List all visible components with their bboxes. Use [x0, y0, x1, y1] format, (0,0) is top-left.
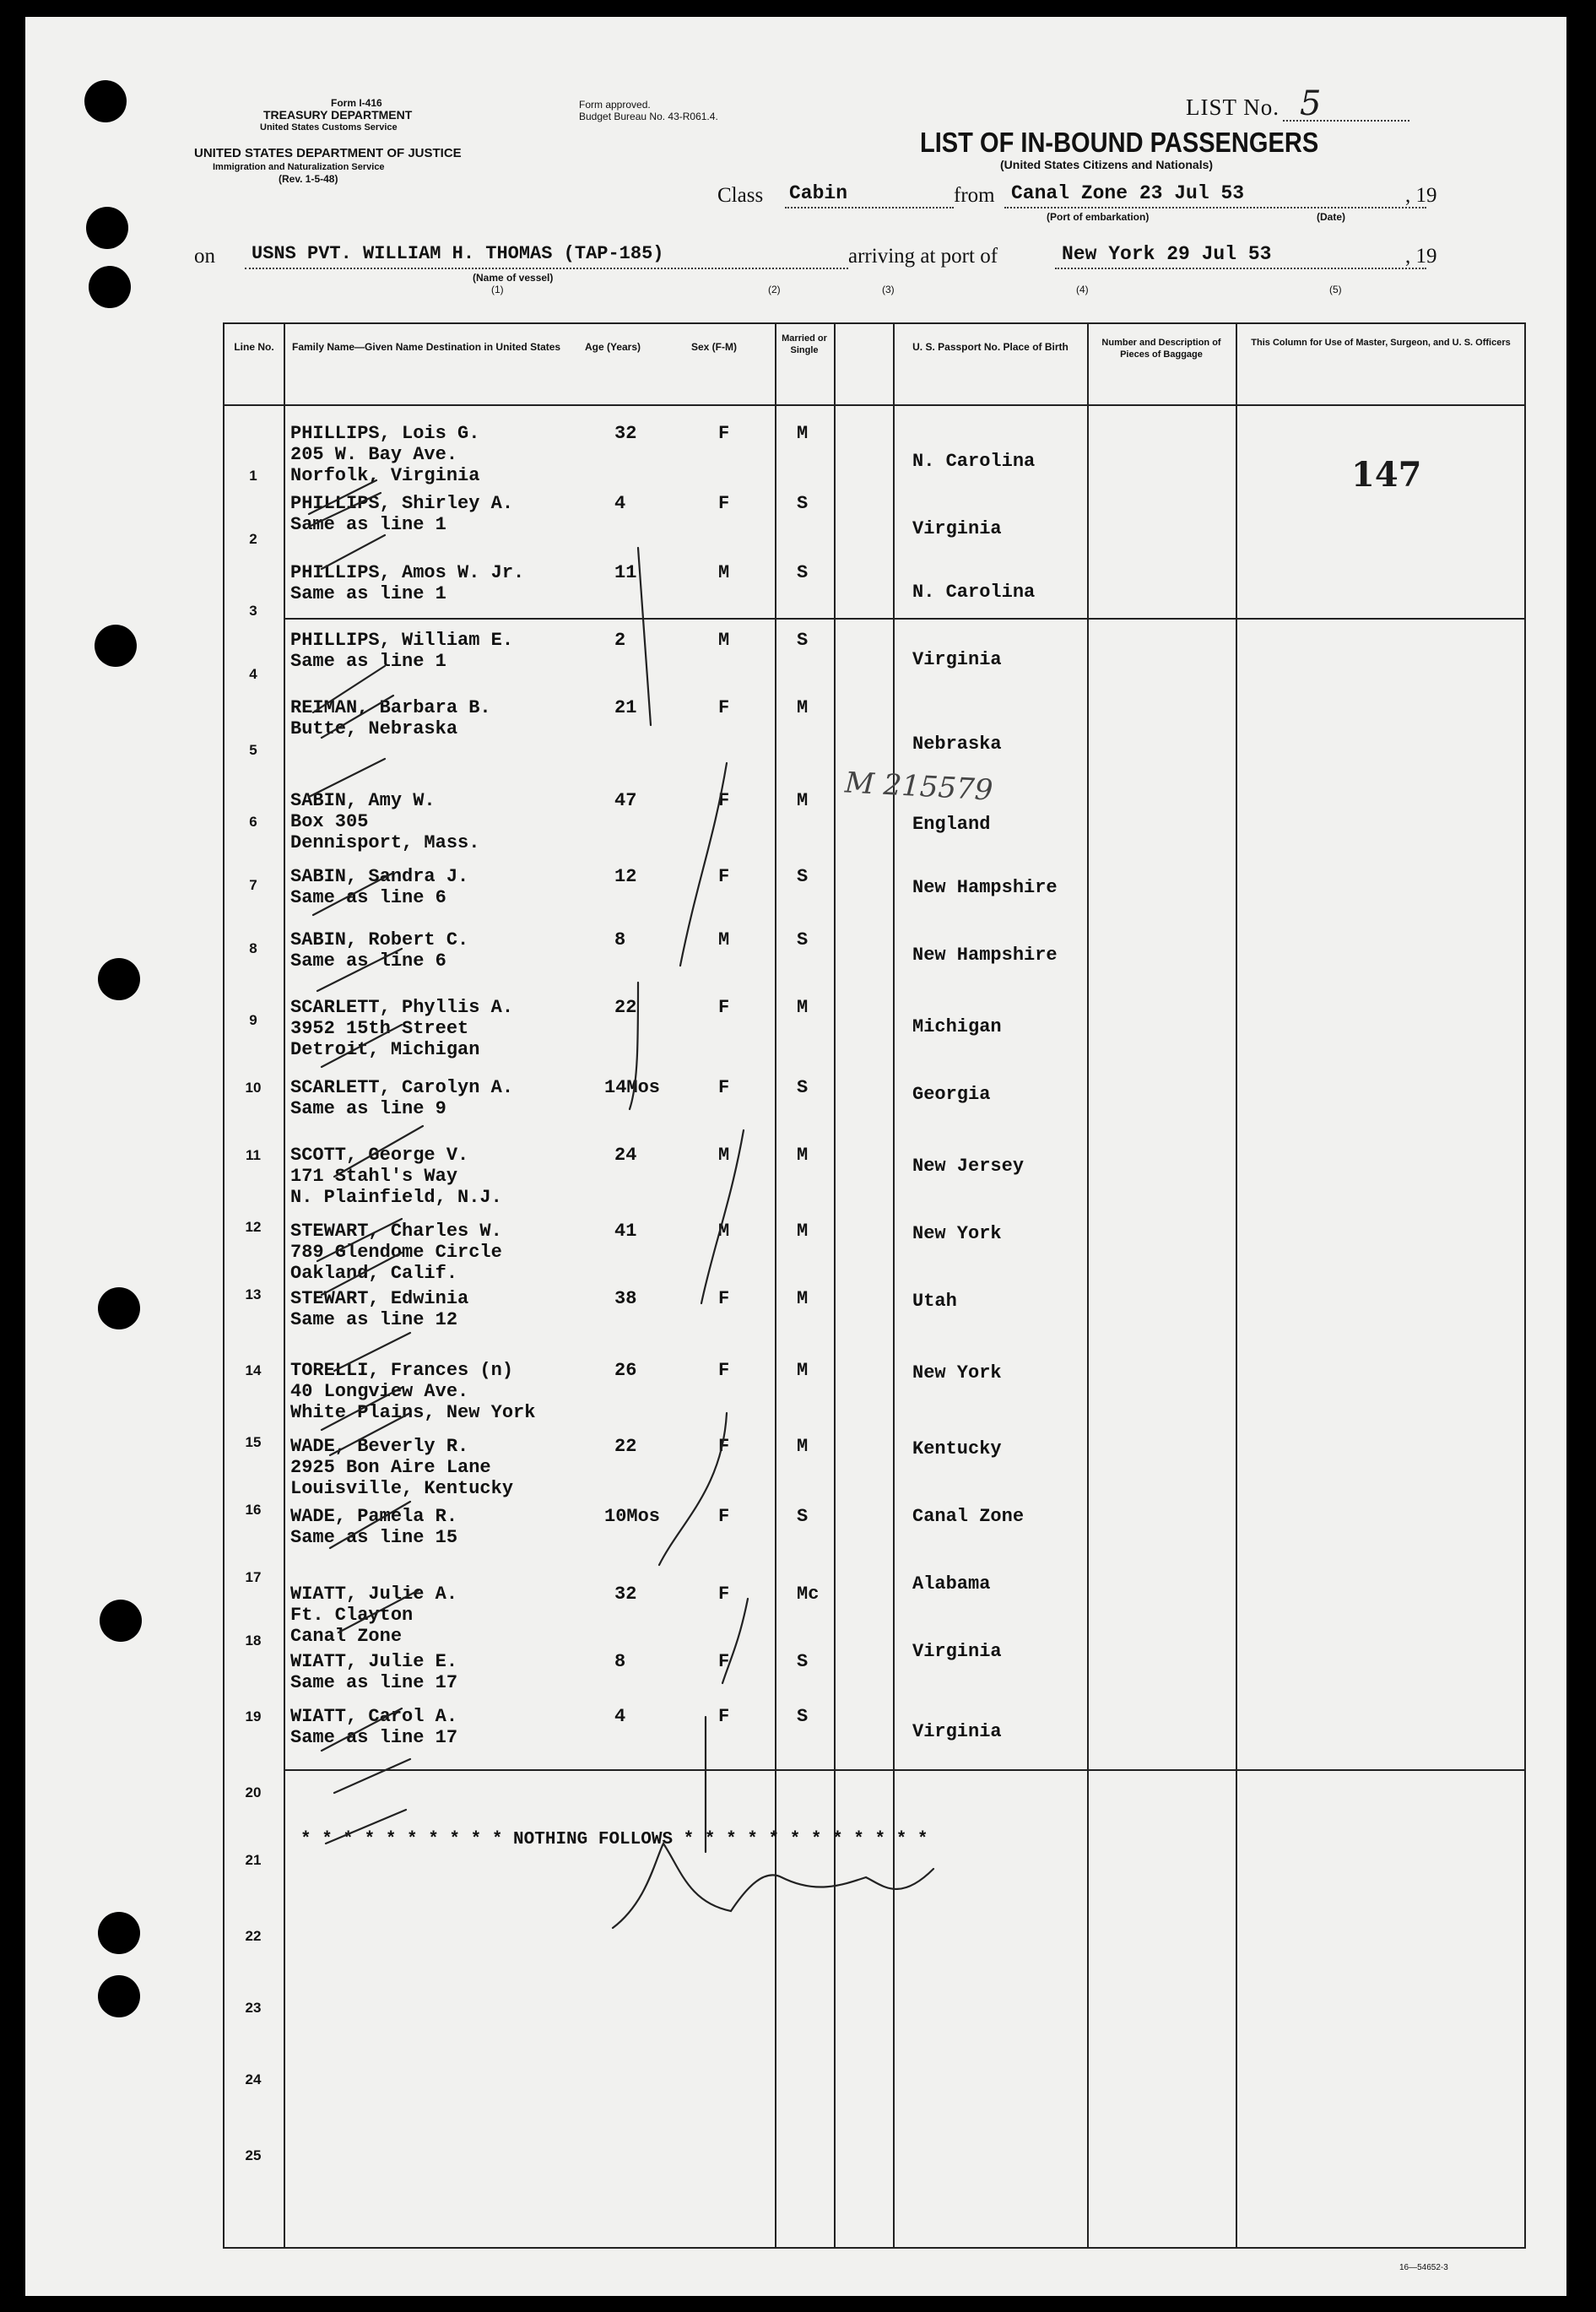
- punch-hole: [100, 1600, 142, 1642]
- customs-label: United States Customs Service: [260, 122, 398, 133]
- passenger-age: 26: [614, 1360, 637, 1381]
- passenger-marital-status: M: [797, 697, 809, 718]
- line-number: 25: [245, 2147, 262, 2163]
- passenger-name: REIMAN, Barbara B. Butte, Nebraska: [290, 697, 491, 739]
- passenger-birthplace: Nebraska: [912, 734, 1002, 755]
- passenger-name: WIATT, Carol A. Same as line 17: [290, 1706, 458, 1748]
- column-2-caption: (2): [768, 284, 781, 295]
- passenger-marital-status: S: [797, 929, 809, 950]
- line-number: 15: [245, 1434, 262, 1450]
- passenger-sex: F: [718, 866, 730, 887]
- passenger-marital-status: M: [797, 1436, 809, 1457]
- passenger-birthplace: Virginia: [912, 518, 1002, 539]
- passenger-age: 38: [614, 1288, 637, 1309]
- passenger-name: SCARLETT, Carolyn A. Same as line 9: [290, 1077, 514, 1119]
- passenger-age: 41: [614, 1221, 637, 1242]
- passenger-birthplace: England: [912, 814, 991, 835]
- passenger-birthplace: Virginia: [912, 1721, 1002, 1742]
- passenger-birthplace: Virginia: [912, 649, 1002, 670]
- passenger-marital-status: M: [797, 1288, 809, 1309]
- on-label: on: [194, 245, 215, 268]
- nothing-follows-line: * * * * * * * * * * NOTHING FOLLOWS * * * * * * * * * * * *: [300, 1830, 928, 1849]
- revision-label: (Rev. 1-5-48): [279, 173, 338, 185]
- arriving-label: arriving at port of: [848, 245, 998, 268]
- passenger-sex: F: [718, 1584, 730, 1605]
- page-subtitle: (United States Citizens and Nationals): [1000, 158, 1214, 171]
- line-number: 22: [245, 1928, 262, 1944]
- passenger-birthplace: Canal Zone: [912, 1506, 1025, 1527]
- passenger-marital-status: S: [797, 562, 809, 583]
- passenger-age: 8: [614, 1651, 626, 1672]
- passenger-birthplace: Alabama: [912, 1573, 991, 1595]
- pen-marks: [140, 324, 1575, 2247]
- col-header-passport: U. S. Passport No. Place of Birth: [912, 341, 1069, 353]
- year-suffix: , 19: [1405, 184, 1437, 207]
- punch-hole: [98, 1912, 140, 1954]
- passenger-birthplace: N. Carolina: [912, 582, 1036, 603]
- passenger-marital-status: M: [797, 790, 809, 811]
- form-approved-label: Form approved.: [579, 99, 651, 111]
- passenger-sex: F: [718, 1651, 730, 1672]
- passenger-age: 11: [614, 562, 637, 583]
- page-title: LIST OF IN-BOUND PASSENGERS: [920, 127, 1319, 158]
- line-number: 23: [245, 2000, 262, 2016]
- passenger-marital-status: M: [797, 1145, 809, 1166]
- from-value: Canal Zone 23 Jul 53: [1011, 182, 1245, 204]
- passenger-name: PHILLIPS, Amos W. Jr. Same as line 1: [290, 562, 525, 604]
- passenger-marital-status: M: [797, 1221, 809, 1242]
- passenger-age: 22: [614, 1436, 637, 1457]
- class-line: [785, 207, 954, 208]
- line-number: 11: [246, 1147, 261, 1163]
- list-no-value: 5: [1300, 84, 1322, 123]
- line-number: 2: [249, 531, 257, 547]
- passenger-birthplace: New York: [912, 1362, 1002, 1383]
- class-value: Cabin: [789, 182, 848, 204]
- passenger-name: STEWART, Charles W. 789 Glendome Circle Oakland, Calif.: [290, 1221, 502, 1284]
- line-number: 16: [245, 1502, 262, 1518]
- line-number: 4: [249, 666, 257, 682]
- passenger-name: SCOTT, George V. 171 Stahl's Way N. Plainfield, N.J.: [290, 1145, 502, 1208]
- passenger-name: SABIN, Robert C. Same as line 6: [290, 929, 469, 972]
- arriving-value: New York 29 Jul 53: [1062, 243, 1272, 265]
- col-header-married: Married or Single: [782, 333, 827, 355]
- passenger-name: TORELLI, Frances (n) 40 Longview Ave. White Plains, New York: [290, 1360, 536, 1423]
- line-number: 21: [245, 1852, 262, 1868]
- line-number: 18: [245, 1632, 262, 1649]
- punch-hole: [98, 1287, 140, 1329]
- passenger-age: 8: [614, 929, 626, 950]
- passenger-marital-status: M: [797, 997, 809, 1018]
- passenger-name: SABIN, Amy W. Box 305 Dennisport, Mass.: [290, 790, 480, 853]
- passenger-sex: F: [718, 1077, 730, 1098]
- passenger-marital-status: S: [797, 1706, 809, 1727]
- manifest-page: [25, 17, 1566, 2296]
- passenger-age: 32: [614, 423, 637, 444]
- passenger-sex: F: [718, 697, 730, 718]
- col-header-line: Line No.: [234, 341, 274, 353]
- passenger-name: SCARLETT, Phyllis A. 3952 15th Street Detroit, Michigan: [290, 997, 514, 1060]
- passenger-sex: F: [718, 997, 730, 1018]
- passenger-sex: F: [718, 790, 730, 811]
- passenger-name: PHILLIPS, Shirley A. Same as line 1: [290, 493, 514, 535]
- justice-label: UNITED STATES DEPARTMENT OF JUSTICE: [194, 146, 462, 160]
- punch-hole: [86, 207, 128, 249]
- line-number: 5: [249, 742, 257, 758]
- punch-hole: [95, 625, 137, 667]
- year-suffix-2: , 19: [1405, 245, 1437, 268]
- list-no-label: LIST No.: [1186, 95, 1280, 120]
- passenger-marital-status: S: [797, 1077, 809, 1098]
- passenger-birthplace: Michigan: [912, 1016, 1002, 1037]
- date-caption: (Date): [1317, 211, 1346, 223]
- passenger-birthplace: New Hampshire: [912, 945, 1058, 966]
- passenger-birthplace: New York: [912, 1223, 1002, 1244]
- from-label: from: [954, 184, 995, 207]
- passenger-name: WADE, Pamela R. Same as line 15: [290, 1506, 458, 1548]
- col-header-baggage: Number and Description of Pieces of Baggage: [1101, 338, 1221, 360]
- line-number: 17: [245, 1569, 262, 1585]
- passenger-marital-status: S: [797, 493, 809, 514]
- passenger-age: 32: [614, 1584, 637, 1605]
- column-4-caption: (4): [1076, 284, 1089, 295]
- line-number: 6: [249, 814, 257, 830]
- passenger-marital-status: S: [797, 1651, 809, 1672]
- passenger-marital-status: S: [797, 1506, 809, 1527]
- passenger-sex: F: [718, 1506, 730, 1527]
- passenger-birthplace: New Jersey: [912, 1156, 1025, 1177]
- passenger-sex: M: [718, 630, 730, 651]
- passenger-marital-status: M: [797, 423, 809, 444]
- punch-hole: [84, 80, 127, 122]
- class-label: Class: [717, 184, 764, 207]
- passenger-sex: F: [718, 1288, 730, 1309]
- col-header-name: Family Name—Given Name Destination in United States: [292, 341, 561, 353]
- punch-hole: [89, 266, 131, 308]
- line-number: 12: [245, 1219, 262, 1235]
- line-number: 3: [249, 603, 257, 619]
- passenger-marital-status: S: [797, 630, 809, 651]
- treasury-label: TREASURY DEPARTMENT: [263, 108, 413, 122]
- passenger-name: PHILLIPS, William E. Same as line 1: [290, 630, 514, 672]
- column-3-caption: (3): [882, 284, 895, 295]
- line-number: 13: [245, 1286, 262, 1302]
- passenger-age: 10Mos: [604, 1506, 661, 1527]
- passenger-sex: M: [718, 1145, 730, 1166]
- passenger-name: SABIN, Sandra J. Same as line 6: [290, 866, 469, 908]
- passenger-birthplace: Kentucky: [912, 1438, 1002, 1459]
- passenger-sex: F: [718, 1360, 730, 1381]
- column-1-caption: (1): [491, 284, 504, 295]
- vessel-line: [245, 268, 848, 269]
- passenger-age: 2: [614, 630, 626, 651]
- passenger-birthplace: Georgia: [912, 1084, 991, 1105]
- column-5-caption: (5): [1329, 284, 1342, 295]
- passenger-sex: M: [718, 929, 730, 950]
- passenger-sex: F: [718, 423, 730, 444]
- passenger-age: 4: [614, 1706, 626, 1727]
- passenger-birthplace: New Hampshire: [912, 877, 1058, 898]
- col-header-officers: This Column for Use of Master, Surgeon, and U. S. Officers: [1251, 338, 1511, 348]
- line-number: 7: [249, 877, 257, 893]
- arriving-line: [1055, 268, 1426, 269]
- from-line: [1004, 207, 1426, 208]
- port-embarkation-caption: (Port of embarkation): [1047, 211, 1150, 223]
- print-code: 16—54652-3: [1399, 2263, 1448, 2272]
- col-header-sex: Sex (F-M): [691, 341, 737, 353]
- passenger-birthplace: Utah: [912, 1291, 957, 1312]
- passenger-marital-status: S: [797, 866, 809, 887]
- punch-hole: [98, 1975, 140, 2017]
- form-number: Form I-416: [331, 97, 382, 109]
- col-header-age: Age (Years): [584, 341, 641, 353]
- line-number: 8: [249, 940, 257, 956]
- vessel-caption: (Name of vessel): [473, 272, 554, 284]
- passenger-marital-status: Mc: [797, 1584, 820, 1605]
- ins-label: Immigration and Naturalization Service: [213, 162, 385, 172]
- passenger-name: WIATT, Julie A. Ft. Clayton Canal Zone: [290, 1584, 458, 1647]
- officer-tally-number: 147: [1351, 455, 1422, 495]
- passport-handwritten-note: M 215579: [844, 766, 994, 808]
- passenger-age: 12: [614, 866, 637, 887]
- line-number: 1: [249, 468, 257, 484]
- vessel-value: USNS PVT. WILLIAM H. THOMAS (TAP-185): [252, 243, 664, 264]
- punch-hole: [98, 958, 140, 1000]
- passenger-name: STEWART, Edwinia Same as line 12: [290, 1288, 469, 1330]
- passenger-table: [223, 322, 1526, 2249]
- passenger-age: 24: [614, 1145, 637, 1166]
- passenger-age: 47: [614, 790, 637, 811]
- passenger-sex: F: [718, 1436, 730, 1457]
- passenger-sex: F: [718, 1706, 730, 1727]
- passenger-marital-status: M: [797, 1360, 809, 1381]
- passenger-sex: M: [718, 1221, 730, 1242]
- passenger-birthplace: Virginia: [912, 1641, 1002, 1662]
- passenger-name: PHILLIPS, Lois G. 205 W. Bay Ave. Norfolk, Virginia: [290, 423, 480, 486]
- line-number: 10: [245, 1080, 262, 1096]
- line-number: 20: [245, 1784, 262, 1800]
- passenger-age: 14Mos: [604, 1077, 661, 1098]
- passenger-age: 4: [614, 493, 626, 514]
- budget-bureau-label: Budget Bureau No. 43-R061.4.: [579, 111, 718, 122]
- passenger-name: WADE, Beverly R. 2925 Bon Aire Lane Louisville, Kentucky: [290, 1436, 514, 1499]
- line-number: 9: [249, 1012, 257, 1028]
- line-number: 24: [245, 2071, 262, 2087]
- passenger-age: 21: [614, 697, 637, 718]
- line-number: 14: [245, 1362, 262, 1378]
- passenger-sex: M: [718, 562, 730, 583]
- passenger-birthplace: N. Carolina: [912, 451, 1036, 472]
- passenger-name: WIATT, Julie E. Same as line 17: [290, 1651, 458, 1693]
- passenger-age: 22: [614, 997, 637, 1018]
- line-number: 19: [245, 1708, 262, 1725]
- passenger-sex: F: [718, 493, 730, 514]
